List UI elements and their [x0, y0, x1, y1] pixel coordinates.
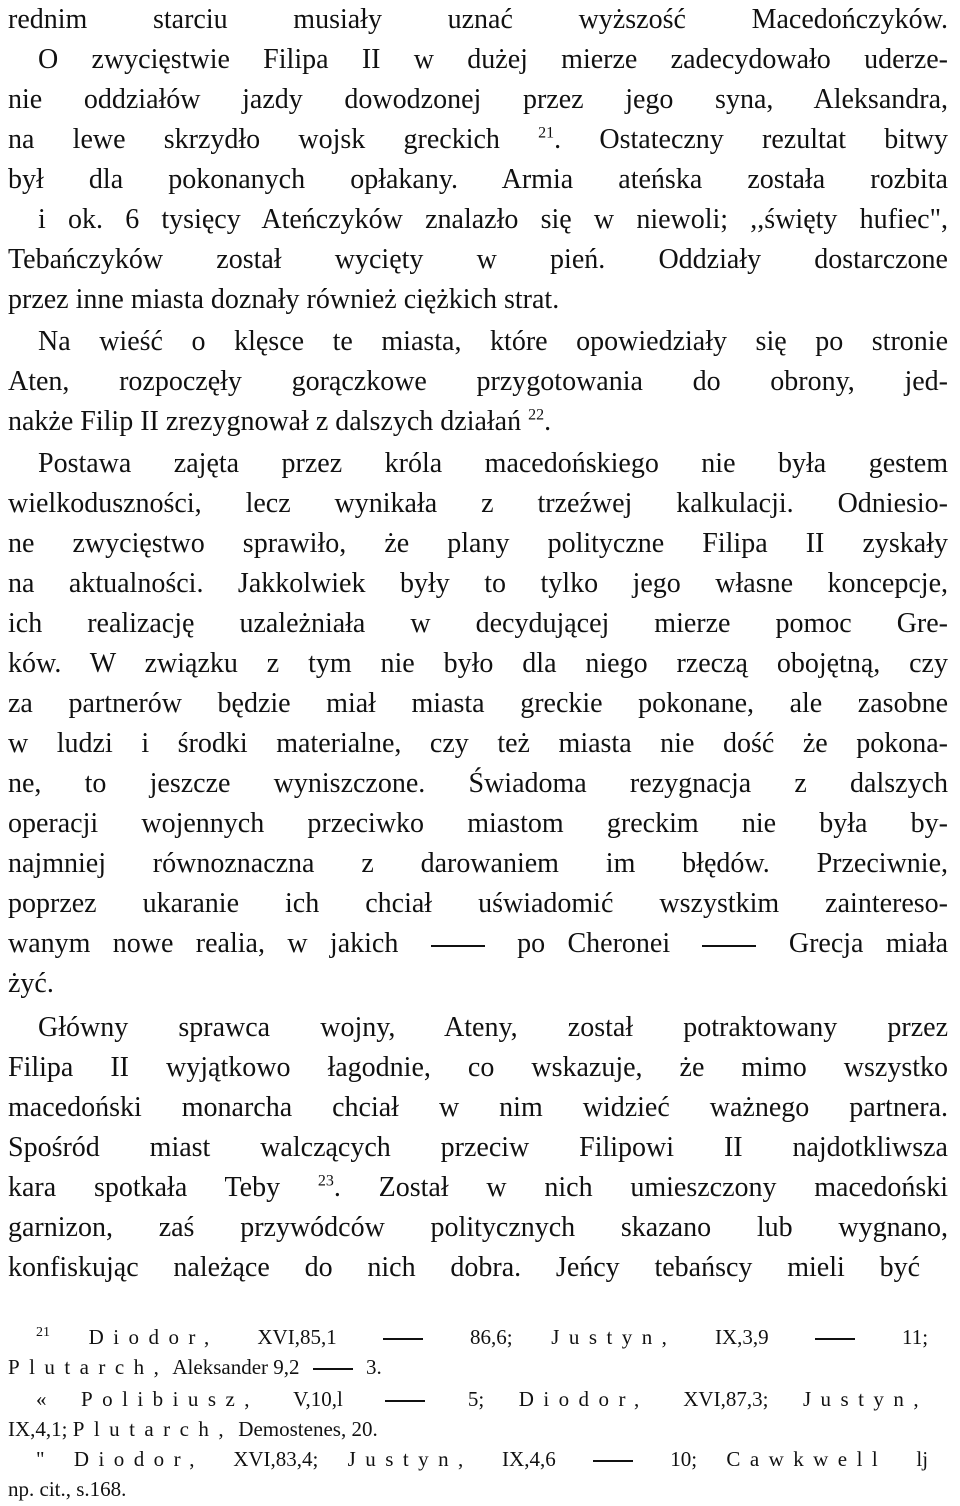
footnote-23-line-2: np. cit., s.168.	[8, 1477, 127, 1501]
body-line-23: poprzez ukaranie ich chciał uświadomić wszystkim zaintereso-	[8, 888, 948, 919]
body-line-6: i ok. 6 tysięcy Ateńczyków znalazło się w niewoli; ,,święty hufiec",	[38, 204, 948, 235]
footnote-21-author-1: Diodor,	[88, 1325, 219, 1349]
footnote-21-dash-2	[815, 1338, 855, 1340]
footnote-21-author-2: Justyn,	[551, 1325, 677, 1349]
body-line-20: ne, to jeszcze wyniszczone. Świadoma rezygnacja z dalszych	[8, 768, 948, 799]
body-line-7: Tebańczyków został wycięty w pień. Oddziały dostarczone	[8, 244, 948, 275]
body-line-29: Spośród miast walczących przeciw Filipowi II najdotkliwsza	[8, 1132, 948, 1163]
body-line-25: żyć.	[8, 968, 54, 999]
em-dash-1	[431, 945, 485, 947]
body-line-16: ich realizację uzależniała w decydującej mierze pomoc Gre-	[8, 608, 948, 639]
footnote-21-line-2	[8, 1352, 928, 1382]
body-line-32: konfiskując należące do nich dobra. Jeńcy tebańscy mieli być	[8, 1252, 920, 1283]
body-line-8: przez inne miasta doznały również ciężkich strat.	[8, 284, 560, 315]
footnote-21-ref-4: 11;	[902, 1325, 929, 1349]
body-line-30-text-a: kara spotkała Teby	[8, 1172, 281, 1203]
body-line-4	[8, 120, 948, 160]
footnote-23-author-3: Cawkwell	[726, 1447, 888, 1471]
footnote-22-author-3: Justyn,	[802, 1387, 929, 1411]
footnote-ref-23: 23	[317, 1172, 334, 1190]
footnote-22-dash-1	[385, 1400, 425, 1402]
footnote-21-author-3: Plutarch,	[8, 1355, 169, 1379]
footnote-23-ref-3: 10;	[670, 1447, 698, 1471]
footnote-21-dash-1	[383, 1338, 423, 1340]
footnote-ref-22: 22	[528, 406, 545, 424]
body-line-30-text-b: . Został w nich umieszczony macedoński	[333, 1172, 948, 1203]
footnote-22-line-1	[8, 1384, 928, 1414]
footnote-21-ref-5: Aleksander 9,2	[172, 1355, 300, 1379]
footnote-22-author-2: Diodor,	[518, 1387, 649, 1411]
footnote-22-author-1: Polibiusz,	[81, 1387, 259, 1411]
footnote-22-ref-1: V,10,l	[293, 1387, 343, 1411]
footnote-22-ref-3: XVI,87,3;	[683, 1387, 769, 1411]
body-line-10: Aten, rozpoczęły gorączkowe przygotowania do obrony, jed-	[8, 366, 948, 397]
body-line-13: wielkoduszności, lecz wynikała z trzeźwej kalkulacji. Odniesio-	[8, 488, 948, 519]
footnote-21-line-1	[8, 1322, 928, 1352]
footnote-21-ref-6: 3.	[366, 1355, 382, 1379]
footnote-21-dash-3	[313, 1368, 353, 1370]
body-line-2: O zwycięstwie Filipa II w dużej mierze zadecydowało uderze-	[38, 44, 948, 75]
footnote-22-ref-4: IX,4,1;	[8, 1417, 68, 1441]
body-line-4-text-a: na lewe skrzydło wojsk greckich	[8, 124, 500, 155]
footnote-21-ref-1: XVI,85,1	[257, 1325, 337, 1349]
body-line-28: macedoński monarcha chciał w nim widzieć ważnego partnera.	[8, 1092, 948, 1123]
body-line-24-text-c: Grecja miała	[788, 928, 949, 959]
body-line-24	[8, 924, 948, 964]
footnote-23-author-2: Justyn,	[347, 1447, 473, 1471]
footnote-ref-21: 21	[538, 124, 555, 142]
footnote-22-author-4: Plutarch,	[72, 1417, 234, 1441]
footnote-22-line-2	[8, 1414, 928, 1444]
body-line-3: nie oddziałów jazdy dowodzonej przez jego syna, Aleksandra,	[8, 84, 948, 115]
body-line-15: na aktualności. Jakkolwiek były to tylko jego własne koncepcje,	[8, 568, 948, 599]
body-line-18: za partnerów będzie miał miasta greckie pokonane, ale zasobne	[8, 688, 948, 719]
em-dash-2	[702, 945, 756, 947]
footnote-21-ref-3: IX,3,9	[715, 1325, 769, 1349]
body-line-21: operacji wojennych przeciwko miastom greckim nie była by-	[8, 808, 948, 839]
body-line-24-text-b: po Cheronei	[517, 928, 671, 959]
body-line-11-text-a: nakże Filip II zrezygnował z dalszych działań	[8, 406, 522, 437]
footnote-23-ref-4: lj	[916, 1447, 929, 1471]
body-line-12: Postawa zajęta przez króla macedońskiego nie była gestem	[38, 448, 948, 479]
footnote-23-ref-2: IX,4,6	[502, 1447, 556, 1471]
body-line-30	[8, 1168, 948, 1208]
body-line-1: rednim starciu musiały uznać wyższość Macedończyków.	[8, 4, 948, 35]
body-line-24-text-a: wanym nowe realia, w jakich	[8, 928, 399, 959]
body-line-27: Filipa II wyjątkowo łagodnie, co wskazuje, że mimo wszystko	[8, 1052, 948, 1083]
footnote-23-line-1	[8, 1444, 928, 1474]
footnote-22-ref-2: 5;	[467, 1387, 485, 1411]
body-line-17: ków. W związku z tym nie było dla niego rzeczą obojętną, czy	[8, 648, 948, 679]
footnote-22-ref-5: Demostenes, 20.	[238, 1417, 378, 1441]
body-line-22: najmniej równoznaczna z darowaniem im błędów. Przeciwnie,	[8, 848, 948, 879]
body-line-4-text-b: . Ostateczny rezultat bitwy	[554, 124, 948, 155]
body-line-5: był dla pokonanych opłakany. Armia ateńska została rozbita	[8, 164, 948, 195]
body-line-11-text-b: .	[544, 406, 552, 437]
body-line-11	[8, 402, 948, 442]
footnote-21-mark: 21	[36, 1325, 50, 1340]
footnote-22-mark: «	[36, 1387, 47, 1411]
footnote-21-ref-2: 86,6;	[470, 1325, 513, 1349]
footnote-23-author-1: Diodor,	[73, 1447, 204, 1471]
footnote-23-mark: "	[36, 1447, 45, 1471]
body-line-9: Na wieść o klęsce te miasta, które opowiedziały się po stronie	[38, 326, 948, 357]
body-line-19: w ludzi i środki materialne, czy też miasta nie dość że pokona-	[8, 728, 948, 759]
body-line-31: garnizon, zaś przywódców politycznych skazano lub wygnano,	[8, 1212, 948, 1243]
body-line-14: ne zwycięstwo sprawiło, że plany polityczne Filipa II zyskały	[8, 528, 948, 559]
footnote-23-dash-1	[593, 1460, 633, 1462]
footnote-23-ref-1: XVI,83,4;	[233, 1447, 319, 1471]
body-line-26: Główny sprawca wojny, Ateny, został potraktowany przez	[38, 1012, 948, 1043]
